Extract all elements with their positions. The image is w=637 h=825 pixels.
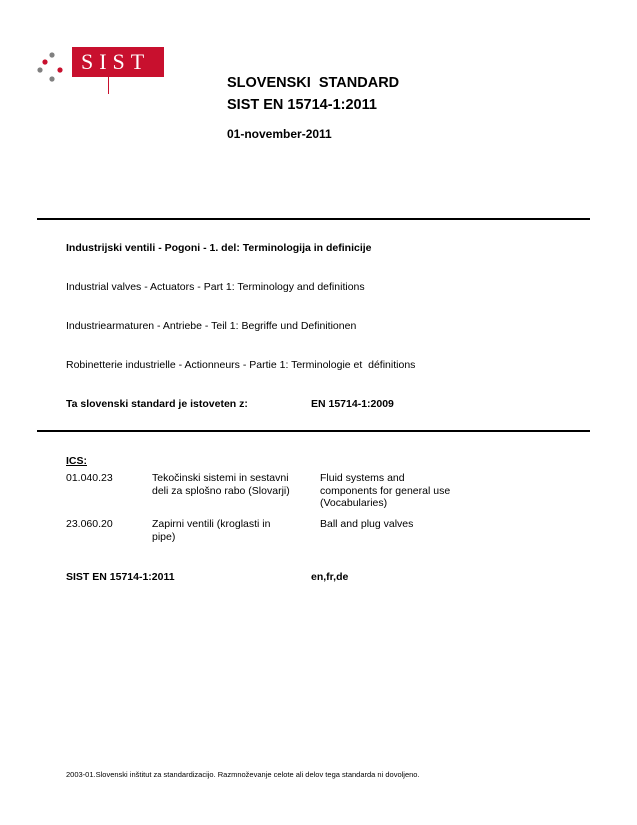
standard-date: 01-november-2011 xyxy=(227,127,332,141)
logo-text: SIST xyxy=(72,47,164,77)
ics-description-sl-line: Tekočinski sistemi in sestavni xyxy=(152,472,289,484)
title-slovenian: Industrijski ventili - Pogoni - 1. del: Terminologija in definicije xyxy=(66,242,372,254)
ics-code: 01.040.23 xyxy=(66,472,113,484)
standard-type: SLOVENSKI STANDARD xyxy=(227,75,400,91)
ics-description-sl xyxy=(152,472,290,497)
bottom-standard-number: SIST EN 15714-1:2011 xyxy=(66,571,175,583)
ics-description-en xyxy=(320,518,413,531)
ics-heading: ICS: xyxy=(66,455,87,467)
ics-description-en xyxy=(320,472,450,510)
title-german: Industriearmaturen - Antriebe - Teil 1: Begriffe und Definitionen xyxy=(66,320,357,332)
bottom-languages: en,fr,de xyxy=(311,571,349,583)
title-french: Robinetterie industrielle - Actionneurs - Partie 1: Terminologie et définitions xyxy=(66,359,416,371)
ics-description-en-line: Fluid systems and xyxy=(320,472,405,484)
identical-label: Ta slovenski standard je istoveten z: xyxy=(66,398,248,410)
ics-description-en-line: components for general use xyxy=(320,484,451,497)
ics-description-sl-line: pipe) xyxy=(152,530,176,543)
logo-line xyxy=(108,77,109,94)
identical-value: EN 15714-1:2009 xyxy=(311,398,394,410)
divider-top xyxy=(37,218,590,220)
ics-description-sl-line: deli za splošno rabo (Slovarji) xyxy=(152,484,290,497)
ics-description-en-line: Ball and plug valves xyxy=(320,518,414,530)
copyright-footer: 2003-01.Slovenski inštitut za standardizacijo. Razmnoževanje celote ali delov tega standarda ni dovoljeno. xyxy=(66,770,420,779)
ics-code: 23.060.20 xyxy=(66,518,113,530)
standard-number: SIST EN 15714-1:2011 xyxy=(227,97,377,113)
ics-description-sl xyxy=(152,518,270,543)
divider-bottom xyxy=(37,430,590,432)
title-english: Industrial valves - Actuators - Part 1: Terminology and definitions xyxy=(66,281,365,293)
ics-description-sl-line: Zapirni ventili (kroglasti in xyxy=(152,518,271,530)
ics-description-en-line: (Vocabularies) xyxy=(320,497,388,509)
